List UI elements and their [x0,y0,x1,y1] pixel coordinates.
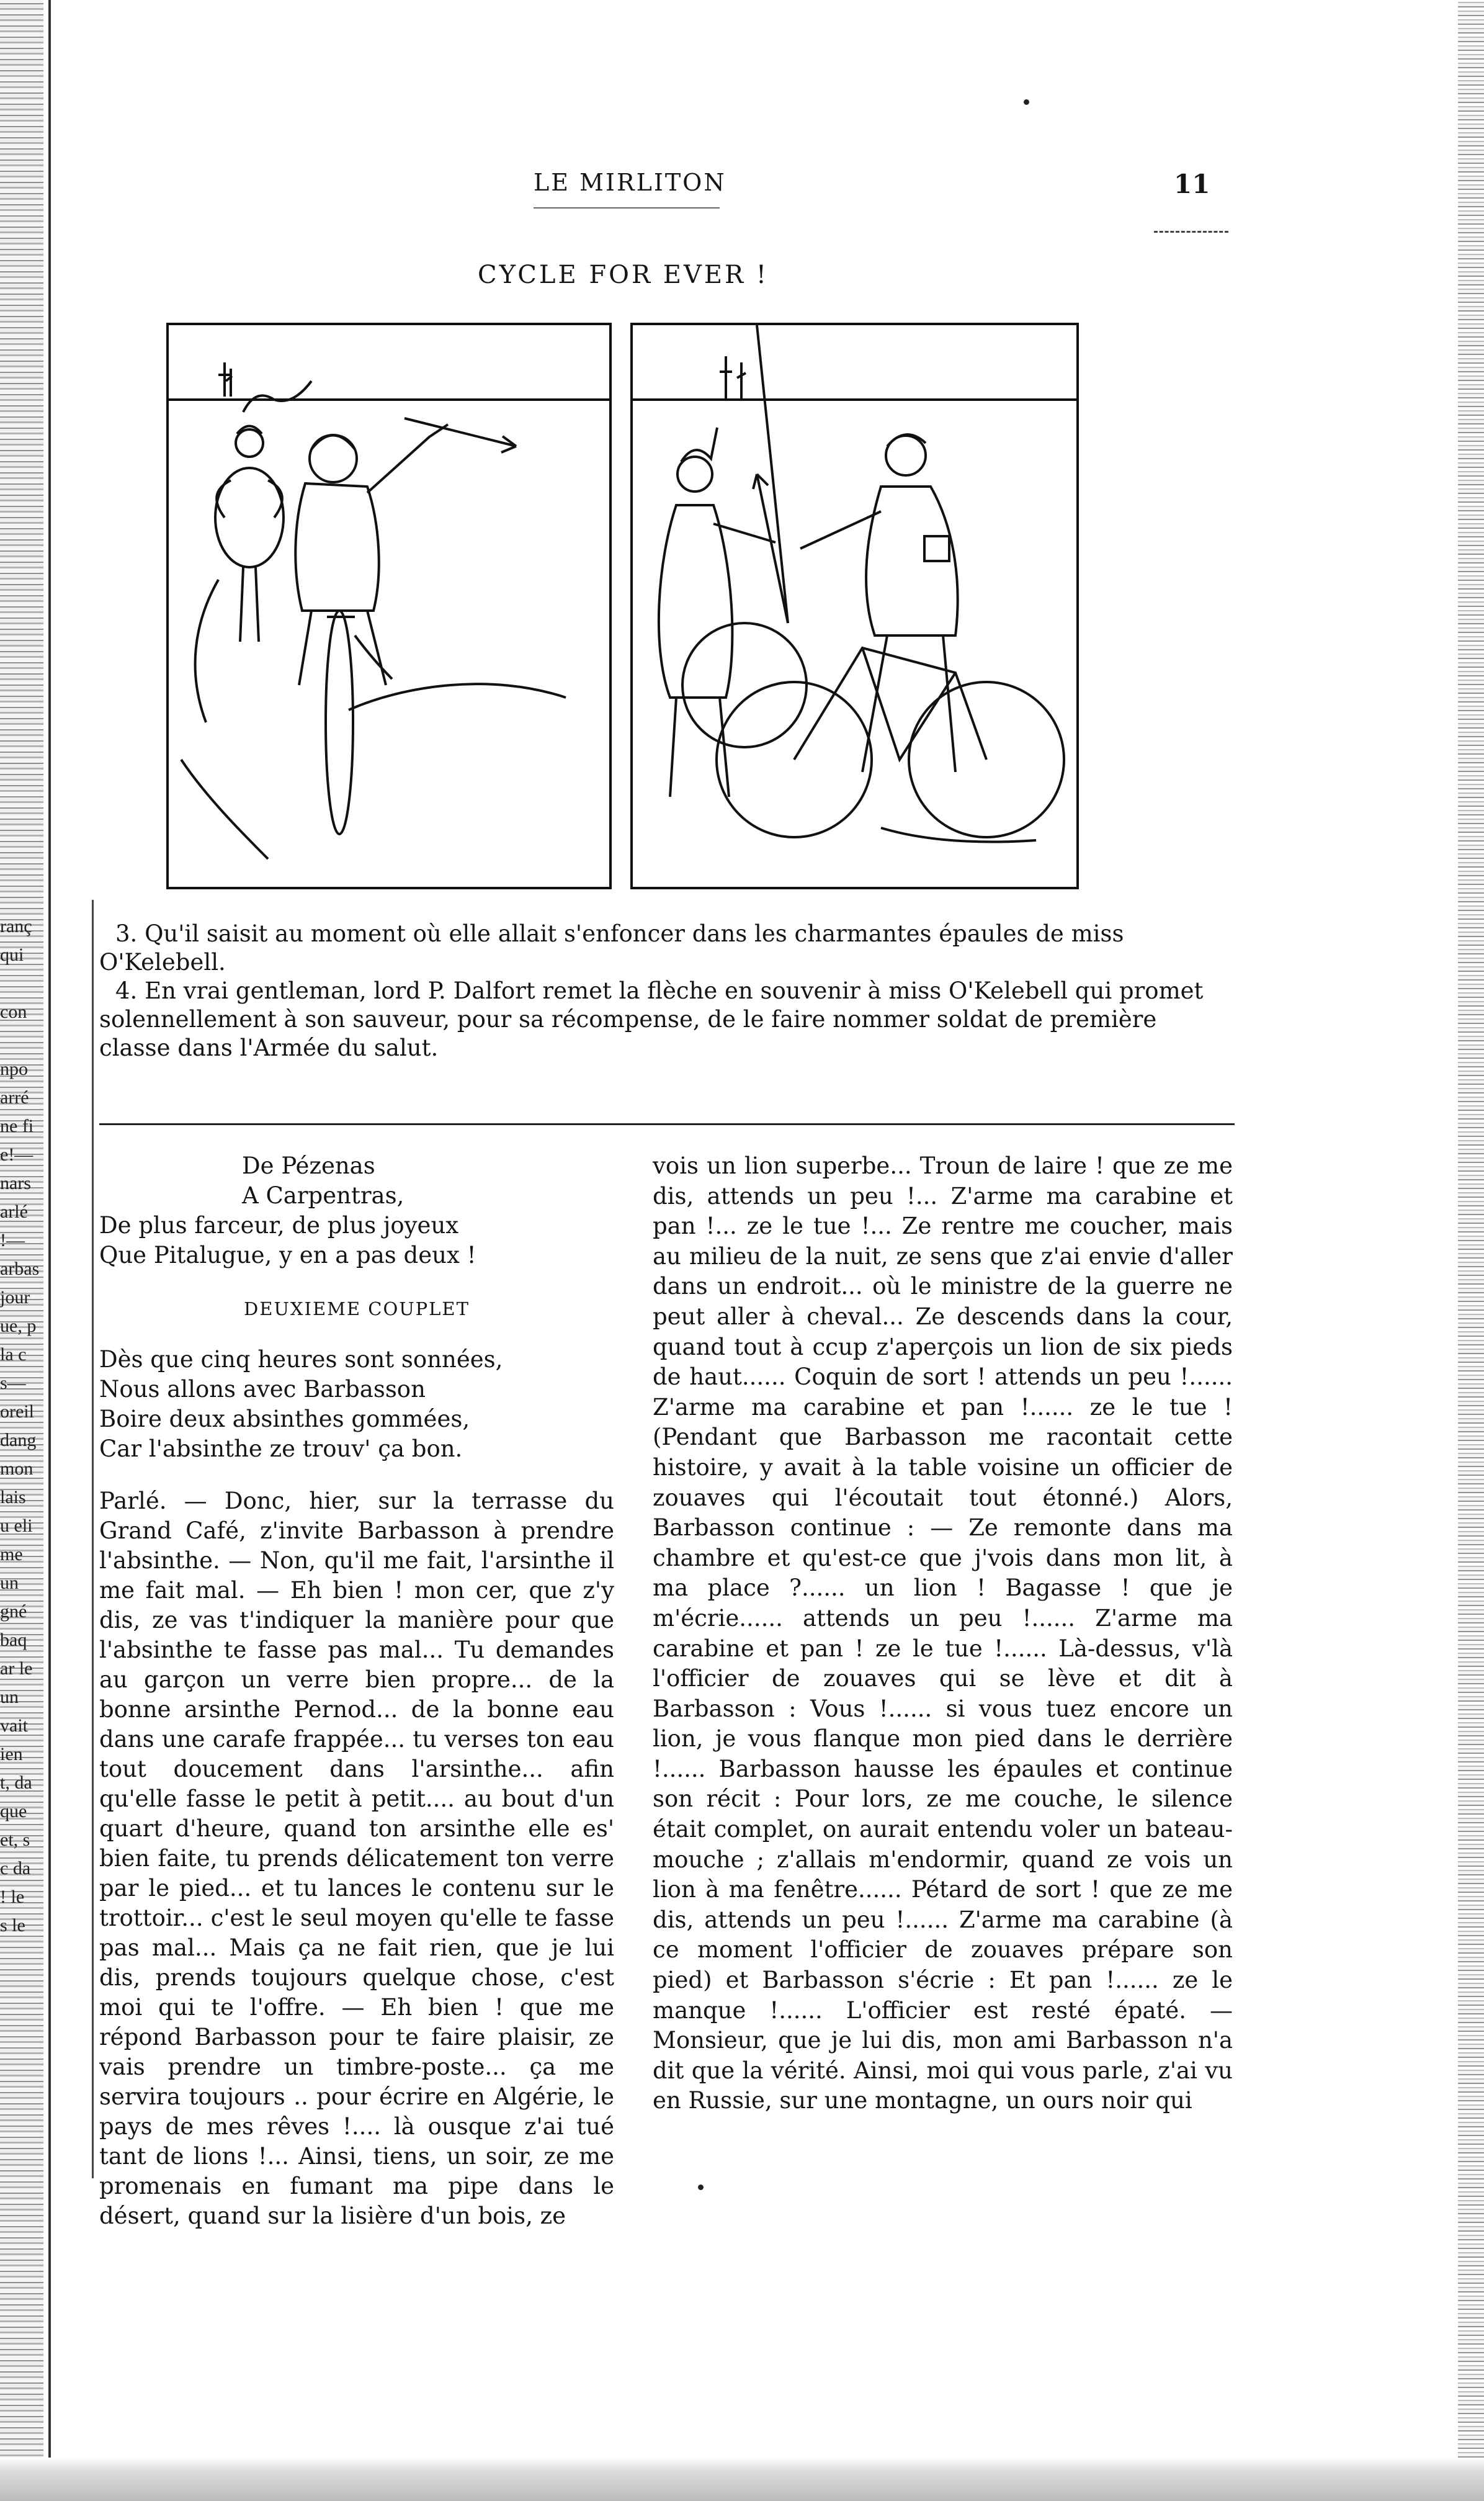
running-title-rule [534,207,720,209]
verse-line: De plus farceur, de plus joyeux [99,1212,459,1239]
couplet-heading: DEUXIEME COUPLET [244,1298,470,1319]
verse-line: Dès que cinq heures sont sonnées, [99,1346,503,1373]
facing-page-fragments: ranç qui con npo arré ne fi e!— nars arlé !— arbas jour ue, p la c s— oreil dang mon lais u eli me un gné baq ar le un vait ien t, da que et, s c da ! le s le [0,916,40,1936]
verse-line: Car l'absinthe ze trouv' ça bon. [99,1435,463,1462]
verse-line: Que Pitalugue, y en a pas deux ! [99,1242,476,1268]
second-couplet-verse [99,1345,614,1464]
running-title: LE MIRLITON [534,169,726,196]
scan-bottom-shadow [0,2458,1484,2501]
refrain-verse [99,1151,614,1270]
verse-line: De Pézenas [242,1152,375,1179]
verse-line: Nous allons avec Barbasson [99,1376,426,1403]
cartoon-panel-3 [166,323,612,889]
cartoon-captions [99,920,1235,1062]
right-column [653,1151,1233,2116]
cartoon-title: CYCLE FOR EVER ! [478,261,769,289]
page-number: 11 [1174,169,1210,199]
cartoon-panels [166,323,1119,900]
section-divider [99,1123,1235,1125]
arrow-presentation-drawing [633,325,1076,887]
print-speck [1024,99,1029,105]
caption-item-3: 3. Qu'il saisit au moment où elle allait s'enfoncer dans les charmantes épaules de miss O'Kelebell. [99,920,1124,976]
verse-line: A Carpentras, [242,1182,405,1209]
left-column [99,1151,614,2231]
page-number-rule [1154,231,1228,233]
caption-item-4: 4. En vrai gentleman, lord P. Dalfort remet la flèche en souvenir à miss O'Kelebell qui promet solennellement à son sauveur, pour sa récompense, de le faire nommer soldat de première classe dans l'Armée du salut. [99,977,1204,1061]
verse-line: Boire deux absinthes gommées, [99,1406,470,1432]
print-speck [698,2184,704,2190]
scan-edge-right [1458,0,1484,2501]
cyclists-arrow-drawing [169,325,609,887]
cartoon-panel-4 [630,323,1079,889]
spoken-passage-right: vois un lion superbe... Troun de laire ! que ze me dis, attends un peu !... Z'arme ma carabine et pan !... ze le tue !... Ze rentre me coucher, mais au milieu de la nuit, ze sens que z'ai envie d'aller dans un endroit... où le ministre de la guerre ne peut aller à cheval... Ze descends dans la cour, quand tout à ccup z'aperçois un lion de six pieds de haut...... Coquin de sort ! attends un peu !...... Z'arme ma carabine et pan !...... ze le tue ! (Pendant que Barbasson me racontait cette histoire, y avait à la table voisine un officier de zouaves qui l'écoutait tout étonné.) Alors, Barbasson continue : — Ze remonte dans ma chambre et qu'est-ce que j'vois dans mon lit, à ma place ?...... un lion ! Bagasse ! que je m'écrie...... attends un peu !...... Z'arme ma carabine et pan ! ze le tue !...... Là-dessus, v'là l'officier de zouaves qui se lève et dit à Barbasson : Vous !...... si vous tuez encore un lion, je vous flanque mon pied dans le derrière !...... Barbasson hausse les épaules et continue son récit : Pour lors, ze me couche, le silence était complet, on aurait entendu voler un bateau-mouche ; z'allais m'endormir, quand ze vois un lion à ma fenêtre...... Pétard de sort ! que ze me dis, attends un peu !...... Z'arme ma carabine (à ce moment l'officier de zouaves prépare son pied) et Barbasson s'écrie : Et pan !...... ze le manque !...... L'officier est resté épaté. — Monsieur, que je lui dis, mon ami Barbasson n'a dit que la vérité. Ainsi, moi qui vous parle, z'ai vu en Russie, sur une montagne, un ours noir qui [653,1152,1233,2114]
spoken-passage-left: Parlé. — Donc, hier, sur la terrasse du Grand Café, z'invite Barbasson à prendre l'absinthe. — Non, qu'il me fait, l'arsinthe il me fait mal. — Eh bien ! mon cer, que z'y dis, ze vas t'indiquer la manière pour que l'absinthe te fasse pas mal... Tu demandes au garçon un verre bien propre... de la bonne arsinthe Pernod... de la bonne eau dans une carafe frappée... tu verses ton eau tout doucement dans l'arsinthe... afin qu'elle fasse le petit à petit.... au bout d'un quart d'heure, quand ton arsinthe elle es' bien faite, tu prends délicatement ton verre par le pied... et tu lances le contenu sur le trottoir... c'est le seul moyen qu'elle te fasse pas mal... Mais ça ne fait rien, que je lui dis, prends toujours quelque chose, c'est moi qui te l'offre. — Eh bien ! que me répond Barbasson pour te faire plaisir, ze vais prendre un timbre-poste... ça me servira toujours .. pour écrire en Algérie, le pays de mes rêves !.... là ousque z'ai tué tant de lions !... Ainsi, tiens, un soir, ze me promenais en fumant ma pipe dans le désert, quand sur la lisière d'un bois, ze [99,1488,614,2229]
